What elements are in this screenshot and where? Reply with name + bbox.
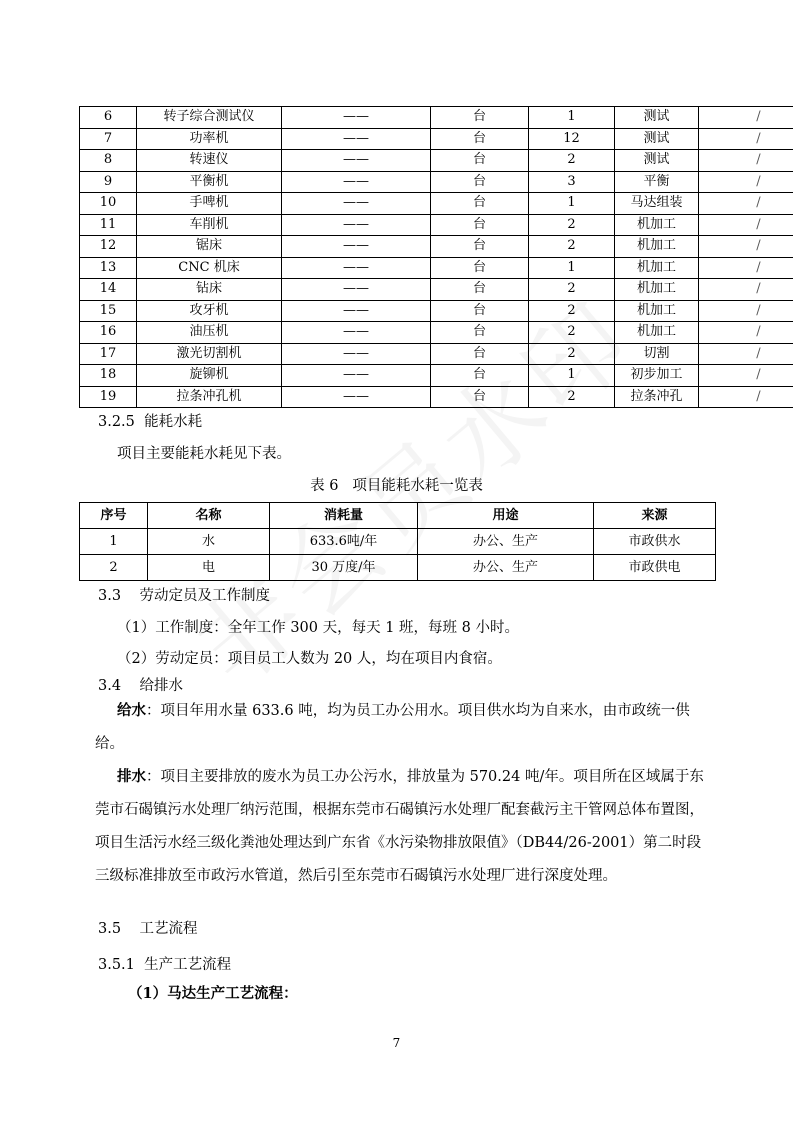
- drainage-paragraph: 排水：项目主要排放的废水为员工办公污水，排放量为 570.24 吨/年。项目所在区域属于东莞市石碣镇污水处理厂纳污范围，根据东莞市石碣镇污水处理厂配套截污主干管网总体布置图，项目生活污水经三级化粪池处理达到广东省《水污染物排放限值》（DB44/26-2001）第二时段三级标准排放至市政污水管道，然后引至东莞市石碣镇污水处理厂进行深度处理。: [95, 768, 704, 884]
- cell-unit: 台: [431, 386, 529, 408]
- cell-unit: 台: [431, 322, 529, 344]
- cell-amount: 633.6吨/年: [270, 529, 418, 555]
- cell-note: /: [699, 128, 793, 150]
- cell-spec: ——: [282, 322, 431, 344]
- cell-amount: 30 万度/年: [270, 555, 418, 581]
- page-number: 7: [392, 1036, 401, 1050]
- table-row: [80, 555, 716, 581]
- cell-source: 市政供电: [594, 555, 716, 581]
- cell-note: /: [699, 214, 793, 236]
- cell-no: 16: [80, 322, 137, 344]
- cell-spec: ——: [282, 300, 431, 322]
- cell-no: 1: [80, 529, 148, 555]
- cell-name: 手啤机: [137, 193, 282, 215]
- cell-name: 转子综合测试仪: [137, 107, 282, 129]
- table-row: [80, 236, 793, 258]
- cell-qty: 2: [529, 386, 615, 408]
- cell-spec: ——: [282, 107, 431, 129]
- cell-unit: 台: [431, 343, 529, 365]
- cell-name: 旋铆机: [137, 365, 282, 387]
- cell-use: 平衡: [615, 171, 699, 193]
- cell-qty: 2: [529, 343, 615, 365]
- cell-spec: ——: [282, 343, 431, 365]
- table-row: [80, 279, 793, 301]
- cell-qty: 12: [529, 128, 615, 150]
- cell-use: 拉条冲孔: [615, 386, 699, 408]
- cell-use: 机加工: [615, 214, 699, 236]
- section-3-2-5-heading: 3.2.5 能耗水耗: [98, 414, 203, 430]
- cell-use: 初步加工: [615, 365, 699, 387]
- cell-spec: ——: [282, 193, 431, 215]
- cell-no: 13: [80, 257, 137, 279]
- cell-use: 机加工: [615, 236, 699, 258]
- cell-spec: ——: [282, 257, 431, 279]
- header-amount: 消耗量: [270, 503, 418, 529]
- cell-unit: 台: [431, 257, 529, 279]
- cell-use: 机加工: [615, 322, 699, 344]
- header-no: 序号: [80, 503, 148, 529]
- staffing-item: （2）劳动定员：项目员工人数为 20 人，均在项目内食宿。: [117, 651, 502, 667]
- cell-name: CNC 机床: [137, 257, 282, 279]
- cell-use: 测试: [615, 128, 699, 150]
- cell-spec: ——: [282, 214, 431, 236]
- cell-qty: 2: [529, 279, 615, 301]
- cell-use: 测试: [615, 150, 699, 172]
- cell-use: 切割: [615, 343, 699, 365]
- cell-qty: 2: [529, 322, 615, 344]
- cell-qty: 1: [529, 107, 615, 129]
- table-row: [80, 257, 793, 279]
- cell-qty: 2: [529, 214, 615, 236]
- cell-note: /: [699, 300, 793, 322]
- equipment-table-body: [80, 107, 793, 408]
- section-3-5-heading: 3.5 工艺流程: [98, 921, 198, 937]
- cell-use: 机加工: [615, 257, 699, 279]
- cell-note: /: [699, 365, 793, 387]
- cell-name: 平衡机: [137, 171, 282, 193]
- equipment-table: [79, 106, 793, 408]
- cell-name: 激光切割机: [137, 343, 282, 365]
- cell-note: /: [699, 322, 793, 344]
- cell-no: 12: [80, 236, 137, 258]
- section-3-4-heading: 3.4 给排水: [98, 678, 183, 694]
- work-system-item: （1）工作制度：全年工作 300 天，每天 1 班，每班 8 小时。: [117, 620, 520, 636]
- cell-spec: ——: [282, 365, 431, 387]
- cell-note: /: [699, 150, 793, 172]
- cell-name: 水: [148, 529, 270, 555]
- cell-spec: ——: [282, 386, 431, 408]
- cell-use: 办公、生产: [418, 529, 594, 555]
- cell-qty: 2: [529, 300, 615, 322]
- table-row: [80, 150, 793, 172]
- cell-spec: ——: [282, 128, 431, 150]
- cell-qty: 2: [529, 150, 615, 172]
- table-row: [80, 343, 793, 365]
- table-row: [80, 300, 793, 322]
- table-row: [80, 171, 793, 193]
- cell-note: /: [699, 257, 793, 279]
- cell-unit: 台: [431, 193, 529, 215]
- cell-qty: 1: [529, 193, 615, 215]
- cell-no: 9: [80, 171, 137, 193]
- table-row: [80, 214, 793, 236]
- cell-name: 钻床: [137, 279, 282, 301]
- cell-note: /: [699, 386, 793, 408]
- cell-spec: ——: [282, 150, 431, 172]
- cell-name: 拉条冲孔机: [137, 386, 282, 408]
- cell-name: 锯床: [137, 236, 282, 258]
- cell-spec: ——: [282, 279, 431, 301]
- cell-no: 7: [80, 128, 137, 150]
- cell-use: 马达组装: [615, 193, 699, 215]
- cell-name: 车削机: [137, 214, 282, 236]
- cell-unit: 台: [431, 365, 529, 387]
- table-row: [80, 193, 793, 215]
- table-row: [80, 365, 793, 387]
- cell-unit: 台: [431, 171, 529, 193]
- cell-qty: 1: [529, 257, 615, 279]
- cell-use: 测试: [615, 107, 699, 129]
- motor-process-subheading: （1）马达生产工艺流程：: [128, 985, 298, 1002]
- cell-unit: 台: [431, 236, 529, 258]
- cell-note: /: [699, 171, 793, 193]
- cell-name: 油压机: [137, 322, 282, 344]
- cell-name: 攻牙机: [137, 300, 282, 322]
- cell-unit: 台: [431, 300, 529, 322]
- section-3-3-heading: 3.3 劳动定员及工作制度: [98, 588, 270, 604]
- cell-unit: 台: [431, 128, 529, 150]
- cell-name: 功率机: [137, 128, 282, 150]
- cell-no: 19: [80, 386, 137, 408]
- water-supply-paragraph: 给水：项目年用水量 633.6 吨，均为员工办公用水。项目供水均为自来水，由市政统一供给。: [95, 702, 690, 752]
- cell-use: 办公、生产: [418, 555, 594, 581]
- cell-note: /: [699, 343, 793, 365]
- header-use: 用途: [418, 503, 594, 529]
- table-row: [80, 107, 793, 129]
- cell-no: 15: [80, 300, 137, 322]
- table-row: [80, 128, 793, 150]
- cell-unit: 台: [431, 107, 529, 129]
- table-row: [80, 322, 793, 344]
- table-row: [80, 386, 793, 408]
- cell-no: 18: [80, 365, 137, 387]
- cell-no: 11: [80, 214, 137, 236]
- cell-use: 机加工: [615, 300, 699, 322]
- cell-name: 电: [148, 555, 270, 581]
- energy-table-header-row: [80, 503, 716, 529]
- cell-unit: 台: [431, 150, 529, 172]
- cell-note: /: [699, 193, 793, 215]
- cell-no: 10: [80, 193, 137, 215]
- cell-qty: 2: [529, 236, 615, 258]
- table6-caption: 表 6 项目能耗水耗一览表: [310, 478, 483, 494]
- cell-note: /: [699, 107, 793, 129]
- cell-name: 转速仪: [137, 150, 282, 172]
- cell-use: 机加工: [615, 279, 699, 301]
- cell-unit: 台: [431, 214, 529, 236]
- cell-note: /: [699, 236, 793, 258]
- table-row: [80, 529, 716, 555]
- cell-spec: ——: [282, 171, 431, 193]
- cell-source: 市政供水: [594, 529, 716, 555]
- cell-unit: 台: [431, 279, 529, 301]
- cell-no: 6: [80, 107, 137, 129]
- cell-note: /: [699, 279, 793, 301]
- header-source: 来源: [594, 503, 716, 529]
- intro-text: 项目主要能耗水耗见下表。: [117, 446, 291, 462]
- cell-no: 2: [80, 555, 148, 581]
- cell-no: 8: [80, 150, 137, 172]
- cell-qty: 1: [529, 365, 615, 387]
- cell-no: 17: [80, 343, 137, 365]
- cell-spec: ——: [282, 236, 431, 258]
- header-name: 名称: [148, 503, 270, 529]
- section-3-5-1-heading: 3.5.1 生产工艺流程: [98, 957, 232, 973]
- cell-qty: 3: [529, 171, 615, 193]
- cell-no: 14: [80, 279, 137, 301]
- energy-table: [79, 502, 716, 581]
